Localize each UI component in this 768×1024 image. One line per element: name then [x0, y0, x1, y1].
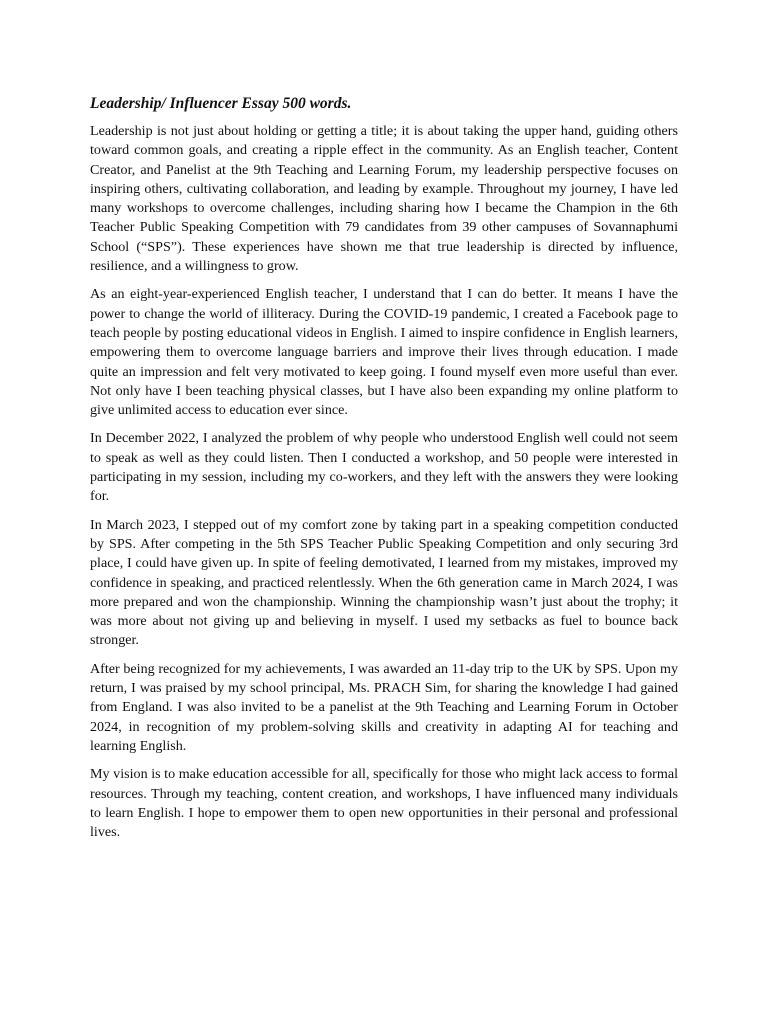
paragraph-leadership-intro: Leadership is not just about holding or getting a title; it is about taking the upper hand, guiding others toward common goals, and creating a ripple effect in the community. As an English teacher, Content Creator, and Panelist at the 9th Teaching and Learning Forum, my leadership perspective focuses on inspiring others, cultivating collaboration, and leading by example. Throughout my journey, I have led many workshops to overcome challenges, including sharing how I became the Champion in the 6th Teacher Public Speaking Competition with 79 candidates from 39 other campuses of Sovannaphumi School (“SPS”). These experiences have shown me that true leadership is directed by influence, resilience, and a willingness to grow. [90, 123, 678, 275]
paragraph-recognition: After being recognized for my achievements, I was awarded an 11-day trip to the UK by SPS. Upon my return, I was praised by my school principal, Ms. PRACH Sim, for sharing the knowledge I had gained from England. I was also invited to be a panelist at the 9th Teaching and Learning Forum in October 2024, in recognition of my problem-solving skills and creativity in adapting AI for teaching and learning English. [90, 660, 678, 754]
paragraph-workshop: In December 2022, I analyzed the problem of why people who understood English well could not seem to speak as well as they could listen. Then I conducted a workshop, and 50 people were interested in participating in my session, including my co-workers, and they left with the answers they were looking for. [90, 430, 678, 505]
paragraph-vision: My vision is to make education accessible for all, specifically for those who might lack access to formal resources. Through my teaching, content creation, and workshops, I have influenced many individuals to learn English. I hope to empower them to open new opportunities in their personal and professional lives. [90, 766, 678, 841]
paragraph-competition: In March 2023, I stepped out of my comfort zone by taking part in a speaking competition conducted by SPS. After competing in the 5th SPS Teacher Public Speaking Competition and only securing 3rd place, I could have given up. In spite of feeling demotivated, I learned from my mistakes, improved my confidence in speaking, and practiced relentlessly. When the 6th generation came in March 2024, I was more prepared and won the championship. Winning the championship wasn’t just about the trophy; it was more about not giving up and believing in myself. I used my setbacks as fuel to bounce back stronger. [90, 516, 678, 649]
essay-body [90, 94, 678, 851]
essay-title: Leadership/ Influencer Essay 500 words. [90, 95, 352, 112]
paragraph-teaching-experience: As an eight-year-experienced English teacher, I understand that I can do better. It means I have the power to change the world of illiteracy. During the COVID-19 pandemic, I created a Facebook page to teach people by posting educational videos in English. I aimed to inspire confidence in English learners, empowering them to overcome language barriers and improve their lives through education. I made quite an impression and felt very motivated to keep going. I found myself even more useful than ever. Not only have I been teaching physical classes, but I have also been expanding my online platform to give unlimited access to education ever since. [90, 286, 678, 419]
